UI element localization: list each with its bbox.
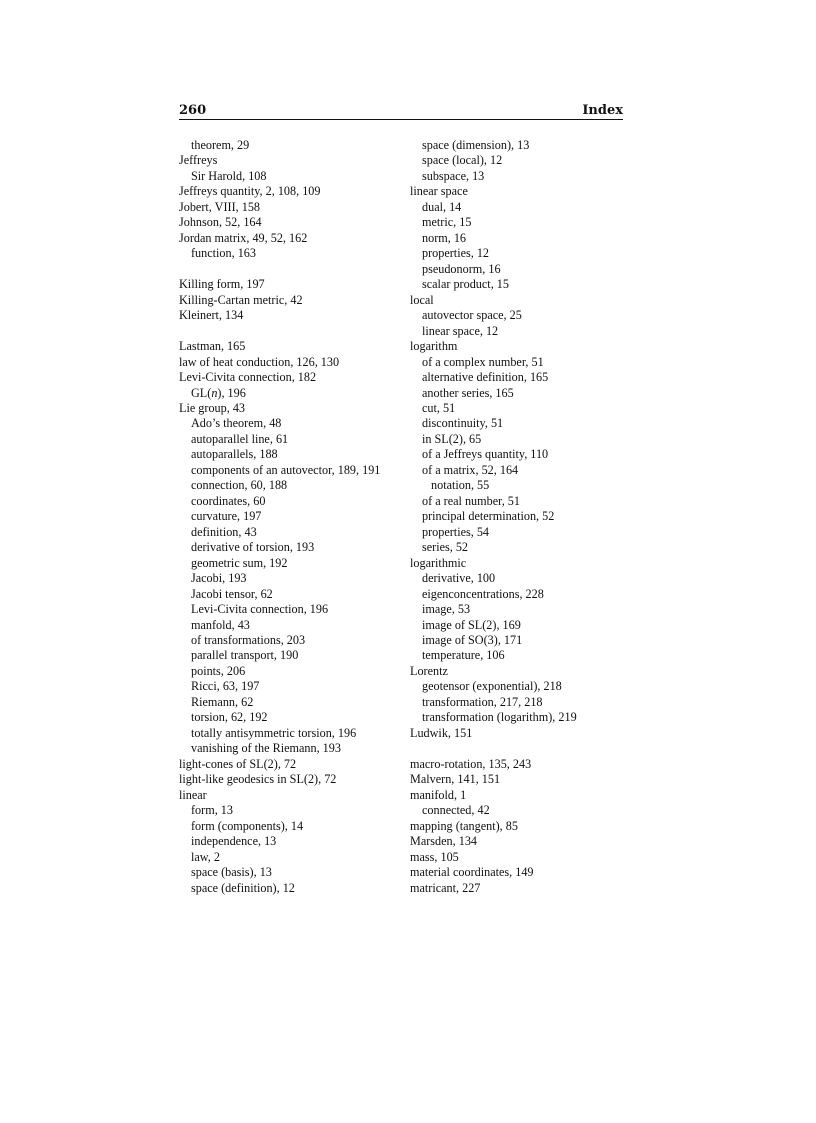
running-header <box>179 101 623 120</box>
index-subentry: linear space, 12 <box>422 323 499 338</box>
index-column-left <box>179 138 394 896</box>
index-subentry: notation, 55 <box>431 478 490 493</box>
index-entry: Jeffreys <box>179 153 218 168</box>
index-subentry: Sir Harold, 108 <box>191 168 267 183</box>
index-entry: Marsden, 134 <box>410 834 478 849</box>
index-subentry: space (basis), 13 <box>191 865 272 880</box>
index-subentry: autoparallels, 188 <box>191 447 278 462</box>
index-subentry: of a Jeffreys quantity, 110 <box>422 447 549 462</box>
index-subentry: series, 52 <box>422 540 469 555</box>
index-subentry: law, 2 <box>191 849 220 864</box>
index-subentry: GL(n), 196 <box>191 385 246 400</box>
index-subentry: coordinates, 60 <box>191 493 266 508</box>
index-entry: Ludwik, 151 <box>410 725 473 740</box>
index-entry: Kleinert, 134 <box>179 308 244 323</box>
index-subentry: Riemann, 62 <box>191 694 254 709</box>
index-entry: linear space <box>410 184 468 199</box>
index-subentry: Ado’s theorem, 48 <box>191 416 282 431</box>
index-entry: Jordan matrix, 49, 52, 162 <box>179 230 308 245</box>
index-subentry: form, 13 <box>191 803 233 818</box>
index-entry: Malvern, 141, 151 <box>410 772 501 787</box>
index-subentry: image of SO(3), 171 <box>422 633 523 647</box>
index-subentry: space (local), 12 <box>422 153 503 168</box>
index-entry: Killing-Cartan metric, 42 <box>179 292 303 307</box>
index-entry: light-cones of SL(2), 72 <box>179 756 297 771</box>
index-subentry: discontinuity, 51 <box>422 416 504 431</box>
index-subentry: dual, 14 <box>422 199 462 214</box>
index-entry: Lastman, 165 <box>179 339 246 354</box>
index-subentry: space (definition), 12 <box>191 880 295 895</box>
index-entry: logarithmic <box>410 555 467 570</box>
index-subentry: transformation, 217, 218 <box>422 694 543 709</box>
index-entry: Jobert, VIII, 158 <box>179 199 261 214</box>
index-subentry: of transformations, 203 <box>191 633 306 647</box>
index-subentry: vanishing of the Riemann, 193 <box>191 741 341 756</box>
index-entry: Levi-Civita connection, 182 <box>179 370 317 385</box>
index-subentry: of a matrix, 52, 164 <box>422 462 519 477</box>
entry-spacer <box>179 324 394 339</box>
index-subentry: curvature, 197 <box>191 509 262 524</box>
index-subentry: Ricci, 63, 197 <box>191 679 260 694</box>
index-subentry: metric, 15 <box>422 215 472 230</box>
index-subentry: autoparallel line, 61 <box>191 431 289 446</box>
index-subentry: totally antisymmetric torsion, 196 <box>191 725 357 740</box>
index-subentry: geometric sum, 192 <box>191 555 288 570</box>
index-subentry: principal determination, 52 <box>422 509 555 524</box>
index-subentry: independence, 13 <box>191 834 277 849</box>
index-entry: macro-rotation, 135, 243 <box>410 756 532 771</box>
index-subentry: another series, 165 <box>422 385 514 400</box>
index-entry: law of heat conduction, 126, 130 <box>179 354 340 369</box>
index-entry: Johnson, 52, 164 <box>179 215 262 230</box>
entry-spacer <box>179 262 394 277</box>
index-subentry: space (dimension), 13 <box>422 138 530 152</box>
index-subentry: geotensor (exponential), 218 <box>422 679 562 694</box>
index-subentry: properties, 12 <box>422 246 490 261</box>
index-subentry: connected, 42 <box>422 803 490 818</box>
index-subentry: of a complex number, 51 <box>422 354 544 369</box>
index-subentry: temperature, 106 <box>422 648 505 663</box>
index-entry: matricant, 227 <box>410 880 481 895</box>
index-subentry: image of SL(2), 169 <box>422 617 521 632</box>
index-subentry: pseudonorm, 16 <box>422 261 501 276</box>
index-subentry: derivative of torsion, 193 <box>191 540 315 555</box>
index-subentry: norm, 16 <box>422 230 467 245</box>
section-title: Index <box>582 103 623 118</box>
index-subentry: function, 163 <box>191 246 256 261</box>
index-subentry: parallel transport, 190 <box>191 648 299 663</box>
index-subentry: autovector space, 25 <box>422 308 522 323</box>
index-entry: linear <box>179 787 207 802</box>
index-subentry: Levi-Civita connection, 196 <box>191 602 329 617</box>
index-entry: Killing form, 197 <box>179 277 265 292</box>
index-entry: Jeffreys quantity, 2, 108, 109 <box>179 184 321 199</box>
index-subentry: subspace, 13 <box>422 168 485 183</box>
index-entry: mass, 105 <box>410 849 459 864</box>
index-entry: material coordinates, 149 <box>410 865 534 880</box>
index-subentry: scalar product, 15 <box>422 277 509 292</box>
index-column-right <box>410 138 623 896</box>
index-subentry: in SL(2), 65 <box>422 431 482 446</box>
index-subentry: of a real number, 51 <box>422 493 520 508</box>
index-subentry: manfold, 43 <box>191 617 250 632</box>
index-subentry: connection, 60, 188 <box>191 478 288 493</box>
index-subentry: image, 53 <box>422 602 471 617</box>
index-subentry: theorem, 29 <box>191 138 250 152</box>
index-subentry: transformation (logarithm), 219 <box>422 710 577 725</box>
index-subentry: cut, 51 <box>422 400 456 415</box>
index-subentry: Jacobi, 193 <box>191 571 247 586</box>
index-entry: manifold, 1 <box>410 787 467 802</box>
index-subentry: torsion, 62, 192 <box>191 710 268 725</box>
index-entry: light-like geodesics in SL(2), 72 <box>179 772 337 787</box>
index-subentry: alternative definition, 165 <box>422 370 549 385</box>
page-number: 260 <box>179 103 207 118</box>
index-entry: mapping (tangent), 85 <box>410 818 518 833</box>
index-entry: Lorentz <box>410 663 448 678</box>
index-subentry: Jacobi tensor, 62 <box>191 586 273 601</box>
index-subentry: form (components), 14 <box>191 818 304 833</box>
index-subentry: eigenconcentrations, 228 <box>422 586 544 601</box>
index-entry: local <box>410 292 434 307</box>
index-entry: Lie group, 43 <box>179 400 246 415</box>
entry-spacer <box>410 741 623 756</box>
index-subentry: points, 206 <box>191 663 246 678</box>
index-subentry: components of an autovector, 189, 191 <box>191 462 381 477</box>
index-subentry: properties, 54 <box>422 524 490 539</box>
index-subentry: derivative, 100 <box>422 571 496 586</box>
index-subentry: definition, 43 <box>191 524 257 539</box>
index-entry: logarithm <box>410 339 458 354</box>
